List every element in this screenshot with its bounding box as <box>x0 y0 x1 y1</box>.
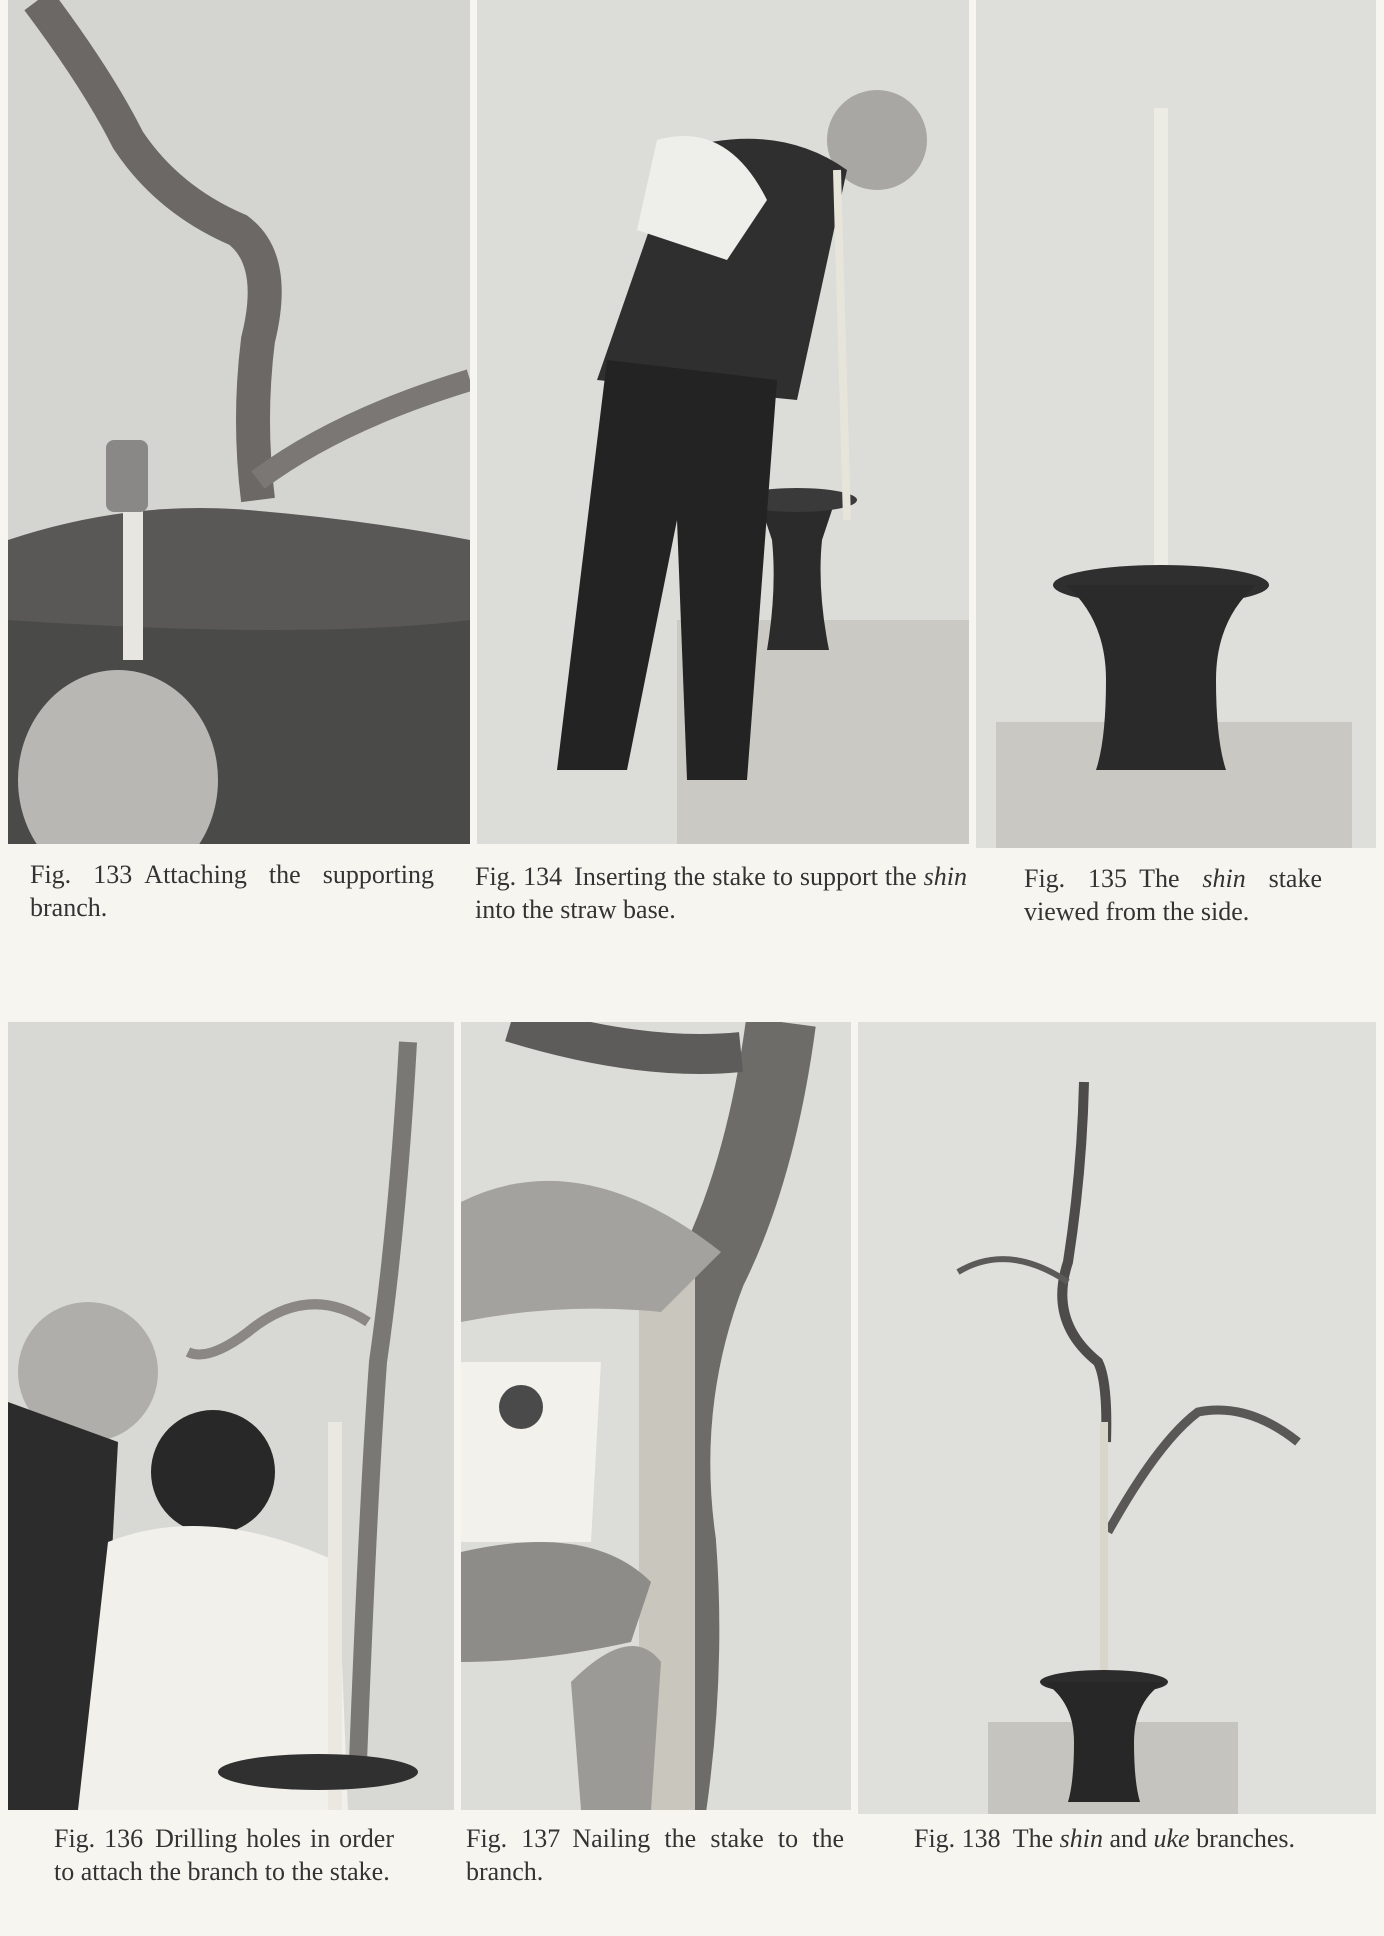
caption-fig-135-term-shin: shin <box>1202 864 1246 893</box>
caption-fig-135 <box>1024 862 1322 928</box>
caption-fig-134-term-shin: shin <box>923 862 967 891</box>
photo-fig-134-illustration <box>477 0 969 844</box>
photo-fig-134 <box>477 0 969 844</box>
caption-fig-138-label: Fig. 138 <box>914 1824 1001 1853</box>
caption-fig-135-text-1: The <box>1139 864 1203 893</box>
caption-fig-136 <box>54 1822 394 1888</box>
caption-fig-134-text-2: into the straw base. <box>475 895 676 924</box>
caption-fig-138-text-3: branches. <box>1189 1824 1295 1853</box>
caption-fig-133 <box>30 858 434 924</box>
caption-fig-136-label: Fig. 136 <box>54 1824 144 1853</box>
caption-fig-138-term-uke: uke <box>1153 1824 1190 1853</box>
caption-fig-135-text-2: stake viewed from the side. <box>1024 864 1322 926</box>
caption-fig-137 <box>466 1822 844 1888</box>
photo-fig-138-illustration <box>858 1022 1376 1814</box>
caption-fig-136-text: Drilling holes in order to attach the branch to the stake. <box>54 1824 394 1886</box>
photo-fig-133-illustration <box>8 0 470 844</box>
photo-fig-135-illustration <box>976 0 1376 848</box>
caption-fig-133-text: Attaching the supporting branch. <box>30 860 435 922</box>
photo-fig-136 <box>8 1022 454 1810</box>
caption-fig-138 <box>914 1822 1354 1855</box>
caption-fig-138-text-2: and <box>1102 1824 1154 1853</box>
caption-fig-135-label: Fig. 135 <box>1024 864 1128 893</box>
photo-fig-135 <box>976 0 1376 848</box>
caption-fig-137-text: Nailing the stake to the branch. <box>466 1824 844 1886</box>
caption-fig-134 <box>475 860 967 926</box>
photo-fig-137 <box>461 1022 851 1810</box>
photo-fig-136-illustration <box>8 1022 454 1810</box>
caption-fig-134-label: Fig. 134 <box>475 862 563 891</box>
caption-fig-138-term-shin: shin <box>1059 1824 1103 1853</box>
caption-fig-137-label: Fig. 137 <box>466 1824 561 1853</box>
caption-fig-133-label: Fig. 133 <box>30 860 133 889</box>
photo-fig-138 <box>858 1022 1376 1814</box>
photo-fig-137-illustration <box>461 1022 851 1810</box>
caption-fig-138-text-1: The <box>1012 1824 1060 1853</box>
photo-fig-133 <box>8 0 470 844</box>
caption-fig-134-text-1: Inserting the stake to support the <box>574 862 924 891</box>
